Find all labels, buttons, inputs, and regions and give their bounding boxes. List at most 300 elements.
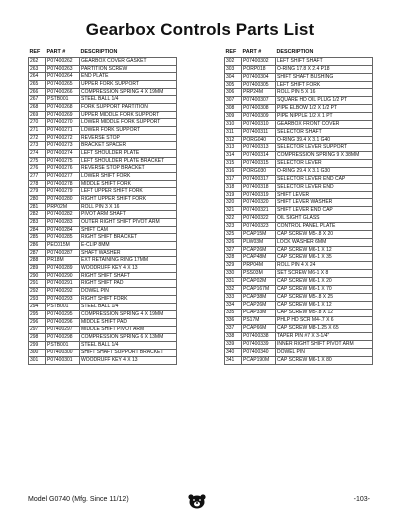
part-number-cell: PEC015M — [46, 242, 80, 250]
table-row — [29, 150, 177, 158]
table-row — [29, 265, 177, 273]
part-number-cell: P07400276 — [46, 165, 80, 173]
description-cell: CAP SCREW M5-.8 X 25 — [276, 293, 373, 301]
description-cell: PIVOT ARM SHAFT — [80, 211, 177, 219]
ref-cell: 337 — [225, 325, 242, 333]
description-cell: OIL SIGHT GLASS — [276, 215, 373, 223]
table-row — [225, 58, 373, 66]
description-cell: DOWEL PIN — [276, 348, 373, 356]
table-row — [29, 173, 177, 181]
description-cell: GEARBOX FRONT COVER — [276, 120, 373, 128]
ref-cell: 327 — [225, 246, 242, 254]
table-row — [29, 111, 177, 119]
ref-cell: 330 — [225, 270, 242, 278]
page-footer — [0, 493, 400, 509]
ref-cell: 332 — [225, 285, 242, 293]
part-number-cell: P07400295 — [46, 311, 80, 319]
table-row — [225, 325, 373, 333]
ref-cell: 285 — [29, 234, 46, 242]
ref-cell: 326 — [225, 238, 242, 246]
table-row — [29, 318, 177, 326]
description-cell: COMPRESSION SPRING 6 X 13MM — [80, 334, 177, 342]
part-number-cell: P07400300 — [46, 349, 80, 357]
description-cell: CAP SCREW M6-1 X 12 — [276, 301, 373, 309]
table-row — [225, 333, 373, 341]
part-number-cell: P07400302 — [242, 58, 276, 66]
part-number-cell: P07400269 — [46, 111, 80, 119]
table-row — [29, 234, 177, 242]
bear-logo-icon — [187, 493, 207, 509]
header-part: PART # — [46, 48, 66, 55]
header-ref: REF — [225, 48, 237, 55]
table-row — [225, 136, 373, 144]
ref-cell: 336 — [225, 317, 242, 325]
table-row — [225, 301, 373, 309]
description-cell: REVERSE STOP — [80, 134, 177, 142]
ref-cell: 271 — [29, 127, 46, 135]
part-number-cell: P07400284 — [46, 226, 80, 234]
description-cell: CAP SCREW M6-1 X 35 — [276, 254, 373, 262]
description-cell: O-RING 39.4 X 3.1 G40 — [276, 136, 373, 144]
part-number-cell: P07400293 — [46, 295, 80, 303]
part-number-cell: P07400311 — [242, 128, 276, 136]
description-cell: UPPER MIDDLE FORK SUPPORT — [80, 111, 177, 119]
table-row — [225, 207, 373, 215]
table-row — [29, 303, 177, 311]
description-cell: LEFT SHIFT FORK — [276, 81, 373, 89]
ref-cell: 263 — [29, 65, 46, 73]
parts-table-left-body — [29, 58, 177, 365]
part-number-cell: P07400266 — [46, 88, 80, 96]
footer-page-number: -103- — [353, 496, 370, 503]
description-cell: ROLL PIN 5 X 16 — [276, 89, 373, 97]
part-number-cell: P07400283 — [46, 219, 80, 227]
table-row — [29, 180, 177, 188]
table-row — [29, 157, 177, 165]
table-row — [225, 65, 373, 73]
table-row — [29, 334, 177, 342]
table-row — [225, 246, 373, 254]
ref-cell: 298 — [29, 334, 46, 342]
part-number-cell: P07400263 — [46, 65, 80, 73]
description-cell: PIPE ELBOW 1/2 X 1/2 PT — [276, 105, 373, 113]
ref-cell: 274 — [29, 150, 46, 158]
ref-cell: 295 — [29, 311, 46, 319]
part-number-cell: P07400309 — [242, 113, 276, 121]
table-header-row — [225, 49, 373, 58]
table-row — [225, 348, 373, 356]
description-cell: TAPER PIN #7 X 3-1/4" — [276, 333, 373, 341]
ref-cell: 276 — [29, 165, 46, 173]
table-row — [29, 226, 177, 234]
description-cell: SHAFT WASHER — [80, 249, 177, 257]
description-cell: SHIFT SHAFT BUSHING — [276, 73, 373, 81]
part-number-cell: PS17M — [242, 317, 276, 325]
ref-cell: 288 — [29, 257, 46, 265]
part-number-cell: P07400315 — [242, 160, 276, 168]
ref-cell: 279 — [29, 188, 46, 196]
ref-cell: 305 — [225, 81, 242, 89]
ref-cell: 275 — [29, 157, 46, 165]
ref-cell: 273 — [29, 142, 46, 150]
footer-model: Model G0740 (Mfg. Since 11/12) — [28, 496, 129, 503]
part-number-cell: P07400279 — [46, 188, 80, 196]
table-row — [29, 96, 177, 104]
part-number-cell: P07400290 — [46, 272, 80, 280]
description-cell: SELECTOR LEVER END — [276, 183, 373, 191]
part-number-cell: PSS03M — [242, 270, 276, 278]
part-number-cell: PORG030 — [242, 168, 276, 176]
part-number-cell: P07400323 — [242, 223, 276, 231]
description-cell: CAP SCREW M6-1 X 80 — [276, 356, 373, 364]
part-number-cell: P07400321 — [242, 207, 276, 215]
part-number-cell: P07400301 — [46, 357, 80, 365]
ref-cell: 304 — [225, 73, 242, 81]
part-number-cell: P07400270 — [46, 119, 80, 127]
part-number-cell: P07400287 — [46, 249, 80, 257]
table-row — [29, 188, 177, 196]
table-row — [29, 73, 177, 81]
ref-cell: 291 — [29, 280, 46, 288]
ref-cell: 341 — [225, 356, 242, 364]
description-cell: SET SCREW M6-1 X 8 — [276, 270, 373, 278]
part-number-cell: P07400262 — [46, 58, 80, 66]
table-row — [225, 254, 373, 262]
table-row — [29, 58, 177, 66]
part-number-cell: P07400304 — [242, 73, 276, 81]
table-row — [29, 295, 177, 303]
table-row — [29, 211, 177, 219]
part-number-cell: P07400317 — [242, 175, 276, 183]
part-number-cell: PORP018 — [242, 65, 276, 73]
part-number-cell: P07400314 — [242, 152, 276, 160]
ref-cell: 322 — [225, 215, 242, 223]
description-cell: PARTITION SCREW — [80, 65, 177, 73]
ref-cell: 313 — [225, 144, 242, 152]
description-cell: OUTER RIGHT SHIFT PIVOT ARM — [80, 219, 177, 227]
ref-cell: 319 — [225, 191, 242, 199]
description-cell: SELECTOR SHAFT — [276, 128, 373, 136]
ref-cell: 278 — [29, 180, 46, 188]
ref-cell: 323 — [225, 223, 242, 231]
ref-cell: 269 — [29, 111, 46, 119]
table-row — [225, 262, 373, 270]
part-number-cell: PCAP66M — [242, 325, 276, 333]
part-number-cell: PRP02M — [46, 203, 80, 211]
part-number-cell: P07400272 — [46, 134, 80, 142]
part-number-cell: P07400297 — [46, 326, 80, 334]
part-number-cell: PCAP190M — [242, 356, 276, 364]
description-cell: BRACKET SPACER — [80, 142, 177, 150]
table-row — [225, 285, 373, 293]
ref-cell: 297 — [29, 326, 46, 334]
table-row — [225, 105, 373, 113]
table-row — [29, 311, 177, 319]
table-row — [29, 357, 177, 365]
table-row — [29, 326, 177, 334]
description-cell: FORK SUPPORT PARTITION — [80, 104, 177, 112]
table-row — [225, 238, 373, 246]
description-cell: SHIFT LEVER WASHER — [276, 199, 373, 207]
ref-cell: 316 — [225, 168, 242, 176]
description-cell: INNER RIGHT SHIFT PIVOT ARM — [276, 340, 373, 348]
ref-cell: 264 — [29, 73, 46, 81]
description-cell: O-RING 17.8 X 2.4 P18 — [276, 65, 373, 73]
ref-cell: 266 — [29, 88, 46, 96]
description-cell: COMPRESSION SPRING 4 X 19MM — [80, 311, 177, 319]
parts-table-right — [224, 49, 373, 365]
part-number-cell: P07400274 — [46, 150, 80, 158]
part-number-cell: P07400339 — [242, 340, 276, 348]
table-row — [29, 65, 177, 73]
table-header-row — [29, 49, 177, 58]
description-cell: SHIFT LEVER END CAP — [276, 207, 373, 215]
page-title: Gearbox Controls Parts List — [85, 20, 315, 39]
part-number-cell: PCAP167M — [242, 285, 276, 293]
ref-cell: 283 — [29, 219, 46, 227]
description-cell: E-CLIP 8MM — [80, 242, 177, 250]
part-number-cell: PLW03M — [242, 238, 276, 246]
part-number-cell: PCAP02M — [242, 278, 276, 286]
ref-cell: 303 — [225, 65, 242, 73]
description-cell: CAP SCREW M6-1 X 20 — [276, 278, 373, 286]
ref-cell: 267 — [29, 96, 46, 104]
part-number-cell: PSTB001 — [46, 303, 80, 311]
part-number-cell: P07400265 — [46, 81, 80, 89]
description-cell: MIDDLE SHIFT FORK — [80, 180, 177, 188]
ref-cell: 302 — [225, 58, 242, 66]
ref-cell: 333 — [225, 293, 242, 301]
table-row — [29, 349, 177, 357]
ref-cell: 325 — [225, 230, 242, 238]
ref-cell: 265 — [29, 81, 46, 89]
parts-table-right-body — [225, 58, 373, 365]
description-cell: STEEL BALL 1/4 — [80, 303, 177, 311]
ref-cell: 272 — [29, 134, 46, 142]
table-row — [29, 257, 177, 265]
ref-cell: 292 — [29, 288, 46, 296]
description-cell: ROLL PIN 3 X 16 — [80, 203, 177, 211]
description-cell: SELECTOR LEVER SUPPORT — [276, 144, 373, 152]
part-number-cell: PRP24M — [242, 89, 276, 97]
table-row — [225, 183, 373, 191]
description-cell: SQUARE HD OIL PLUG 1/2 PT — [276, 97, 373, 105]
table-row — [29, 249, 177, 257]
table-row — [225, 144, 373, 152]
description-cell: GEARBOX COVER GASKET — [80, 58, 177, 66]
description-cell: COMPRESSION SPRING 4 X 19MM — [80, 88, 177, 96]
table-row — [29, 104, 177, 112]
table-row — [225, 168, 373, 176]
part-number-cell: P07400273 — [46, 142, 80, 150]
ref-cell: 270 — [29, 119, 46, 127]
description-cell: EXT RETAINING RING 17MM — [80, 257, 177, 265]
description-cell: LEFT SHOULDER PLATE BRACKET — [80, 157, 177, 165]
description-cell: RIGHT UPPER SHIFT FORK — [80, 196, 177, 204]
table-row — [225, 309, 373, 317]
table-row — [29, 288, 177, 296]
ref-cell: 290 — [29, 272, 46, 280]
ref-cell: 294 — [29, 303, 46, 311]
ref-cell: 286 — [29, 242, 46, 250]
table-row — [225, 270, 373, 278]
ref-cell: 321 — [225, 207, 242, 215]
part-number-cell: P07400320 — [242, 199, 276, 207]
ref-cell: 312 — [225, 136, 242, 144]
description-cell: RIGHT SHIFT SHAFT — [80, 272, 177, 280]
table-row — [225, 152, 373, 160]
table-row — [29, 272, 177, 280]
ref-cell: 309 — [225, 113, 242, 121]
parts-tables — [28, 49, 373, 365]
description-cell: LOWER FORK SUPPORT — [80, 127, 177, 135]
table-row — [29, 196, 177, 204]
table-row — [225, 191, 373, 199]
part-number-cell: P07400291 — [46, 280, 80, 288]
ref-cell: 306 — [225, 89, 242, 97]
part-number-cell: PSTB001 — [46, 96, 80, 104]
ref-cell: 281 — [29, 203, 46, 211]
ref-cell: 318 — [225, 183, 242, 191]
table-row — [225, 160, 373, 168]
ref-cell: 287 — [29, 249, 46, 257]
description-cell: LOWER MIDDLE FORK SUPPORT — [80, 119, 177, 127]
description-cell: LEFT SHIFT SHAFT — [276, 58, 373, 66]
description-cell: UPPER FORK SUPPORT — [80, 81, 177, 89]
description-cell: CAP SCREW M6-1 X 12 — [276, 246, 373, 254]
description-cell: REVERSE STOP BRACKET — [80, 165, 177, 173]
part-number-cell: P07400280 — [46, 196, 80, 204]
part-number-cell: P07400282 — [46, 211, 80, 219]
description-cell: LEFT SHOULDER PLATE — [80, 150, 177, 158]
ref-cell: 282 — [29, 211, 46, 219]
table-row — [225, 120, 373, 128]
header-description: DESCRIPTION — [80, 48, 118, 55]
ref-cell: 338 — [225, 333, 242, 341]
description-cell: CAP SCREW M5-.8 X 12 — [276, 309, 373, 317]
description-cell: COMPRESSION SPRING 9 X 38MM — [276, 152, 373, 160]
part-number-cell: P07400318 — [242, 183, 276, 191]
part-number-cell: PCAP48M — [242, 254, 276, 262]
description-cell: LOWER SHIFT FORK — [80, 173, 177, 181]
part-number-cell: P07400313 — [242, 144, 276, 152]
part-number-cell: P07400275 — [46, 157, 80, 165]
ref-cell: 300 — [29, 349, 46, 357]
part-number-cell: PORG040 — [242, 136, 276, 144]
table-row — [225, 128, 373, 136]
ref-cell: 284 — [29, 226, 46, 234]
ref-cell: 315 — [225, 160, 242, 168]
table-row — [29, 280, 177, 288]
part-number-cell: PCAP26M — [242, 246, 276, 254]
part-number-cell: P07400310 — [242, 120, 276, 128]
description-cell: RIGHT SHIFT BRACKET — [80, 234, 177, 242]
table-row — [225, 81, 373, 89]
ref-cell: 268 — [29, 104, 46, 112]
table-row — [29, 341, 177, 349]
part-number-cell: P07400289 — [46, 265, 80, 273]
description-cell: STEEL BALL 1/4 — [80, 96, 177, 104]
table-row — [29, 165, 177, 173]
part-number-cell: PCAP33M — [242, 309, 276, 317]
ref-cell: 311 — [225, 128, 242, 136]
table-row — [225, 230, 373, 238]
table-row — [29, 88, 177, 96]
table-row — [29, 203, 177, 211]
table-row — [225, 199, 373, 207]
table-row — [29, 127, 177, 135]
ref-cell: 314 — [225, 152, 242, 160]
part-number-cell: P07400338 — [242, 333, 276, 341]
part-number-cell: P07400340 — [242, 348, 276, 356]
table-row — [225, 278, 373, 286]
description-cell: LOCK WASHER 6MM — [276, 238, 373, 246]
description-cell: SELECTOR LEVER — [276, 160, 373, 168]
part-number-cell: P07400319 — [242, 191, 276, 199]
table-row — [29, 134, 177, 142]
part-number-cell: PRP04M — [242, 262, 276, 270]
ref-cell: 329 — [225, 262, 242, 270]
description-cell: PIPE NIPPLE 1/2 X 1 PT — [276, 113, 373, 121]
description-cell: STEEL BALL 1/4 — [80, 341, 177, 349]
description-cell: DOWEL PIN — [80, 288, 177, 296]
ref-cell: 317 — [225, 175, 242, 183]
description-cell: SELECTOR LEVER END CAP — [276, 175, 373, 183]
table-row — [225, 340, 373, 348]
table-row — [225, 317, 373, 325]
part-number-cell: P07400277 — [46, 173, 80, 181]
part-number-cell: PCAP38M — [242, 293, 276, 301]
description-cell: CAP SCREW M8-1.25 X 65 — [276, 325, 373, 333]
part-number-cell: P07400271 — [46, 127, 80, 135]
part-number-cell: P07400308 — [242, 105, 276, 113]
ref-cell: 307 — [225, 97, 242, 105]
part-number-cell: P07400322 — [242, 215, 276, 223]
description-cell: MIDDLE SHIFT PAD — [80, 318, 177, 326]
ref-cell: 320 — [225, 199, 242, 207]
table-row — [225, 215, 373, 223]
description-cell: O-RING 29.4 X 3.1 G30 — [276, 168, 373, 176]
ref-cell: 328 — [225, 254, 242, 262]
table-row — [225, 89, 373, 97]
part-number-cell: P07400268 — [46, 104, 80, 112]
ref-cell: 289 — [29, 265, 46, 273]
table-row — [225, 73, 373, 81]
ref-cell: 301 — [29, 357, 46, 365]
table-row — [29, 242, 177, 250]
header-ref: REF — [29, 48, 41, 55]
description-cell: MIDDLE SHIFT PIVOT ARM — [80, 326, 177, 334]
header-part: PART # — [242, 48, 262, 55]
ref-cell: 335 — [225, 309, 242, 317]
part-number-cell: P07400285 — [46, 234, 80, 242]
table-row — [29, 142, 177, 150]
description-cell: CAP SCREW M5-.8 X 20 — [276, 230, 373, 238]
ref-cell: 331 — [225, 278, 242, 286]
table-row — [225, 293, 373, 301]
ref-cell: 310 — [225, 120, 242, 128]
ref-cell: 280 — [29, 196, 46, 204]
part-number-cell: P07400298 — [46, 334, 80, 342]
part-number-cell: PR18M — [46, 257, 80, 265]
description-cell: ROLL PIN 4 X 24 — [276, 262, 373, 270]
table-row — [29, 81, 177, 89]
table-row — [29, 119, 177, 127]
ref-cell: 340 — [225, 348, 242, 356]
description-cell: RIGHT SHIFT PAD — [80, 280, 177, 288]
ref-cell: 334 — [225, 301, 242, 309]
description-cell: CONTROL PANEL PLATE — [276, 223, 373, 231]
